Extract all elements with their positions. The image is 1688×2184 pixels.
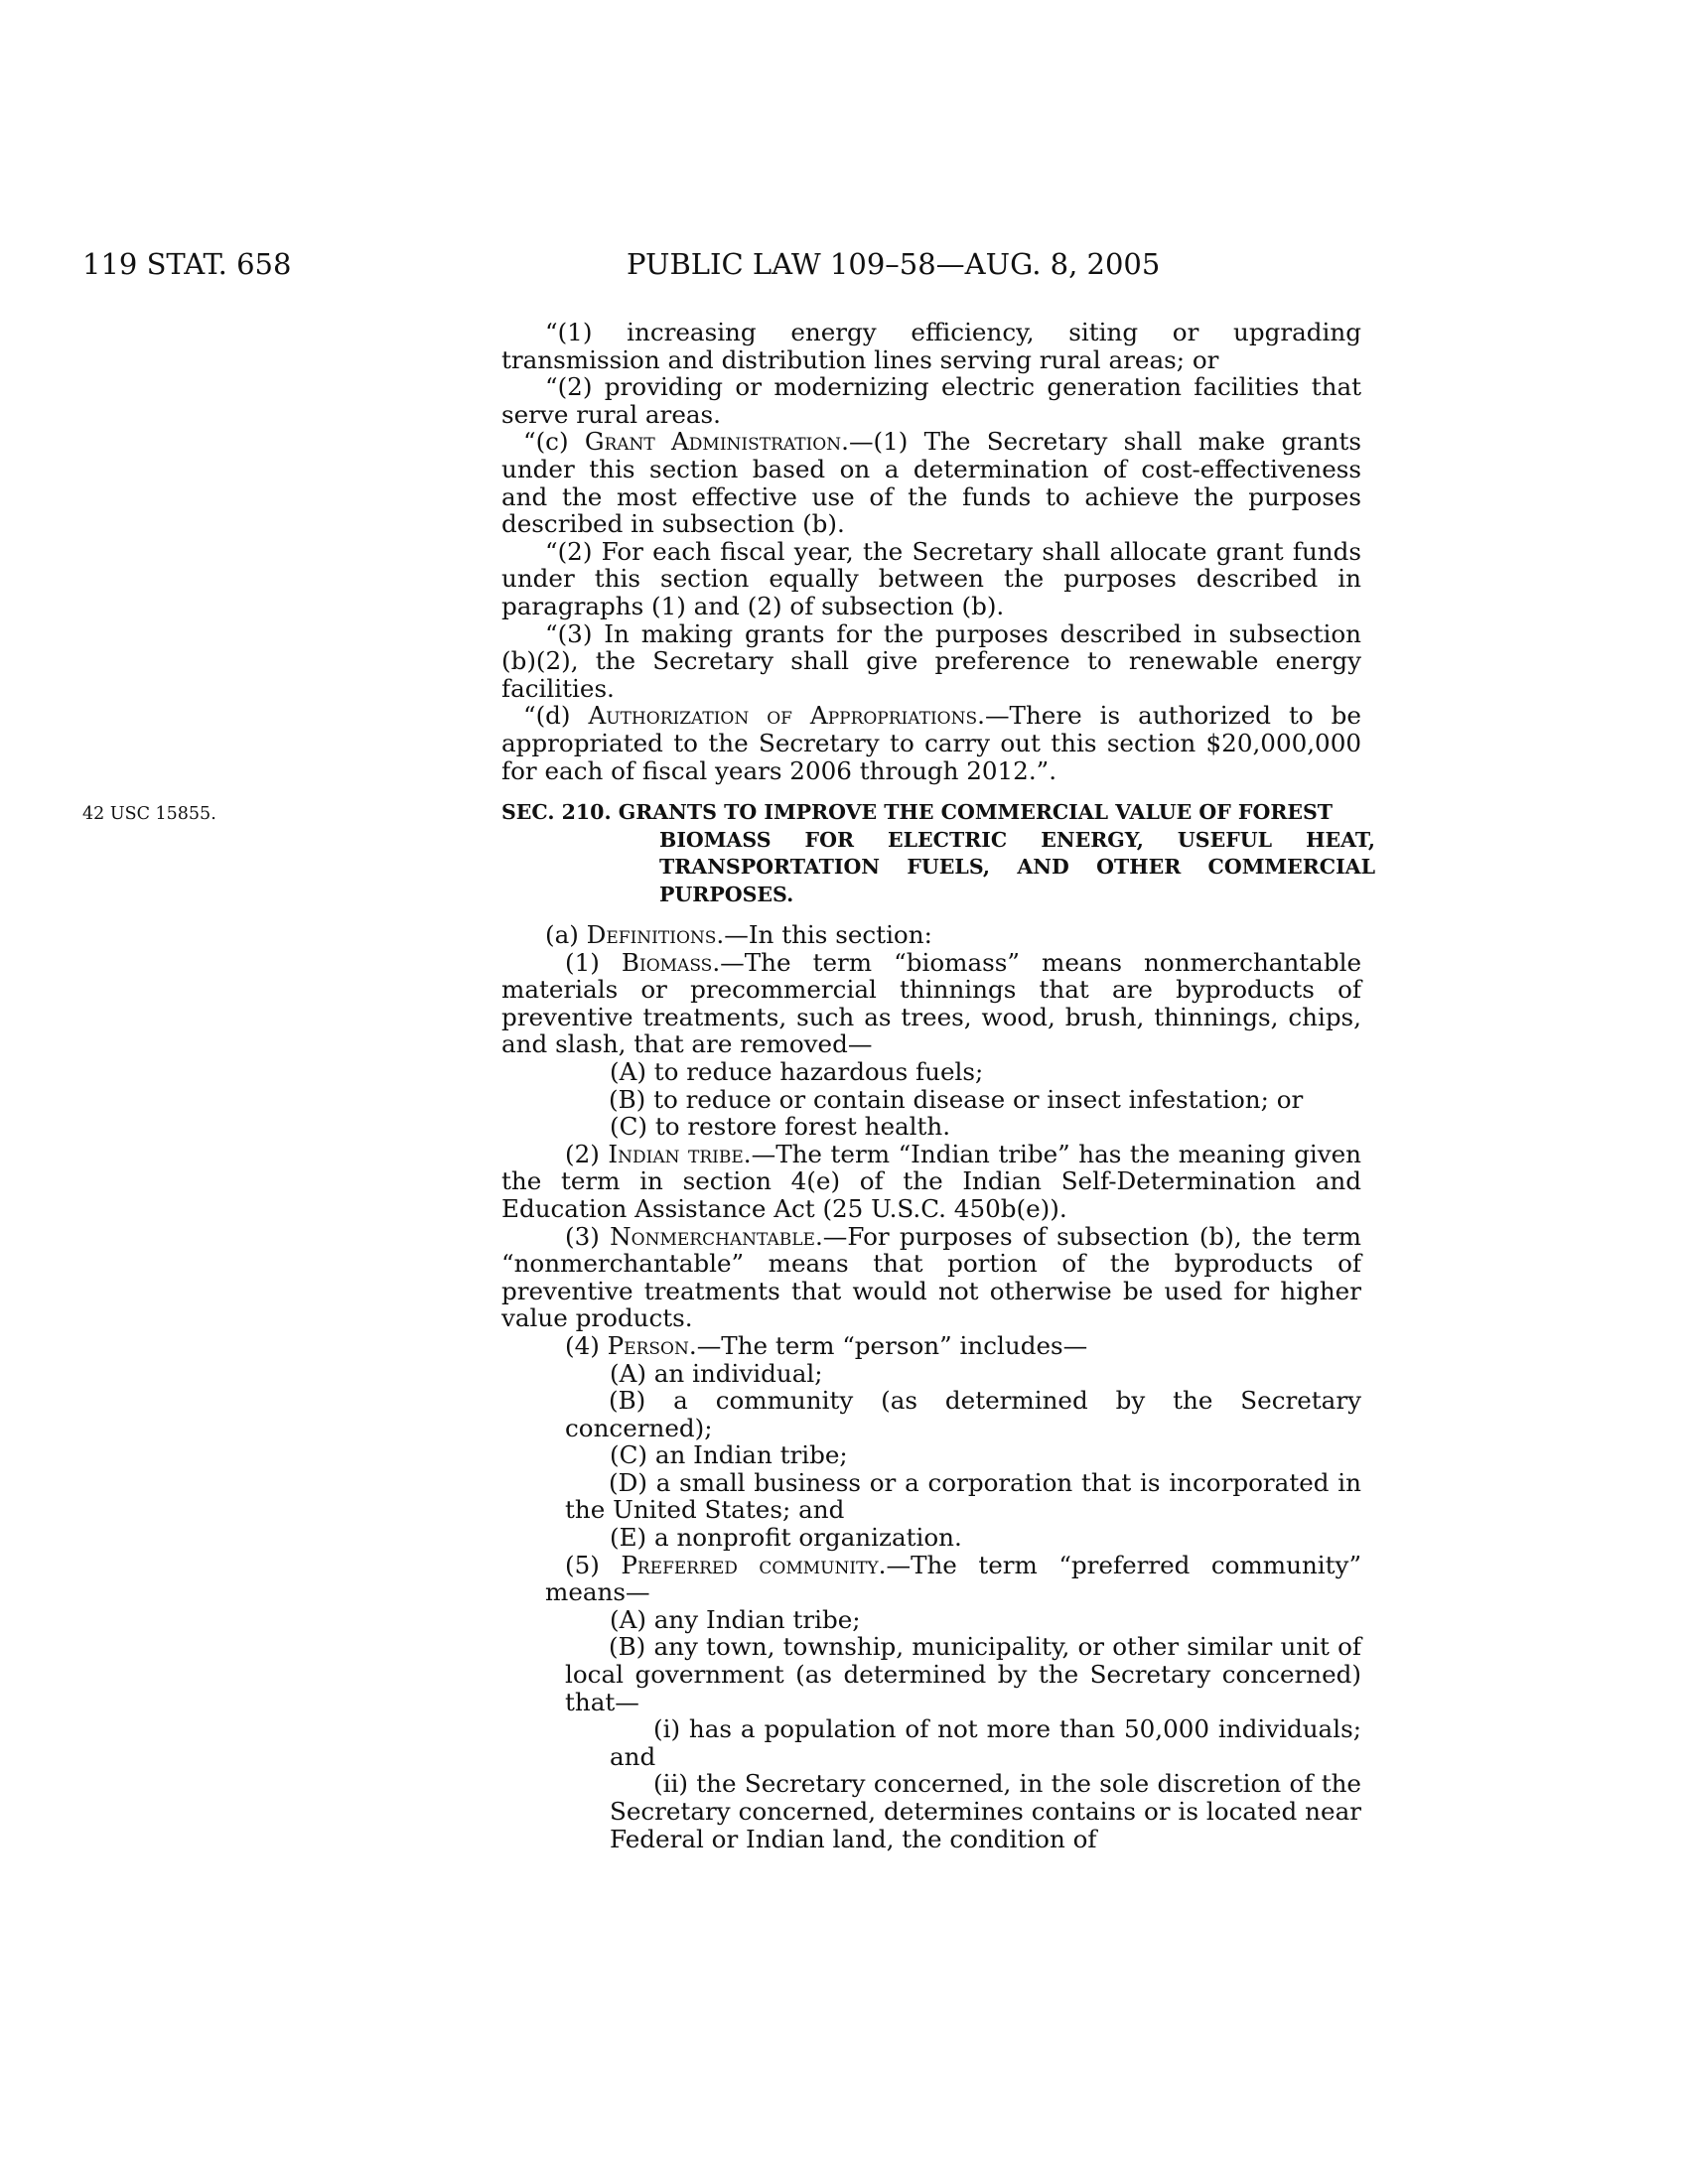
preferred-community-item-b-i: (i) has a population of not more than 50,000 individuals; and [610, 1714, 1361, 1771]
heading-biomass: Biomass [621, 947, 713, 977]
paragraph-c3: “(3) In making grants for the purposes described in subsection (b)(2), the Secretary shall give preference to renewable energy facilities. [501, 618, 1361, 703]
person-item-a: (A) an individual; [610, 1358, 823, 1388]
paragraph-c2: “(2) For each fiscal year, the Secretary shall allocate grant funds under this section equally between the purposes described in paragraphs (1) and (2) of subsection (b). [501, 536, 1361, 620]
paragraph-d: “(d) Authorization of Appropriations.—There is authorized to be appropriated to the Secretary to carry out this section $20,000,000 for each of fiscal years 2006 through 2012.”. [501, 701, 1361, 785]
preferred-community-item-b-ii: (ii) the Secretary concerned, in the sole discretion of the Secretary concerned, determines contains or is located near Federal or Indian land, the condition of [610, 1769, 1361, 1853]
definition-nonmerchantable: (3) Nonmerchantable.—For purposes of subsection (b), the term “nonmerchantable” means that portion of the byproducts of preventive treatments that would not otherwise be used for higher value products. [501, 1221, 1361, 1333]
text-block-section-210 [501, 921, 1361, 1852]
definition-indian-tribe: (2) Indian tribe.—The term “Indian tribe” has the meaning given the term in section 4(e) of the Indian Self-Determination and Education Assistance Act (25 U.S.C. 450b(e)). [501, 1139, 1362, 1223]
heading-nonmerchantable: Nonmerchantable [610, 1221, 815, 1251]
paragraph-b2: “(2) providing or modernizing electric generation facilities that serve rural areas. [501, 372, 1361, 429]
preferred-community-item-b: (B) any town, township, municipality, or other similar unit of local government (as determined by the Secretary concerned) that— [565, 1632, 1361, 1716]
preferred-community-item-a: (A) any Indian tribe; [610, 1604, 861, 1634]
biomass-item-b: (B) to reduce or contain disease or insect infestation; or [609, 1084, 1304, 1114]
paragraph-b1: “(1) increasing energy efficiency, siting or upgrading transmission and distribution lines serving rural areas; or [501, 318, 1361, 374]
margin-citation: 42 USC 15855. [82, 804, 216, 824]
biomass-item-a: (A) to reduce hazardous fuels; [610, 1056, 984, 1086]
person-item-d: (D) a small business or a corporation that is incorporated in the United States; and [565, 1467, 1361, 1525]
heading-person: Person [607, 1330, 689, 1360]
definition-person: (4) Person.—The term “person” includes— [565, 1330, 1088, 1360]
heading-authorization-of-appropriations: Authorization of Appropriations [588, 701, 978, 731]
paragraph-c1: “(c) Grant Administration.—(1) The Secretary shall make grants under this section based on a determination of cost-effectiveness and the most effective use of the funds to achieve the purposes described in subsection (b). [501, 427, 1361, 539]
definition-preferred-community: (5) Preferred community.—The term “preferred community” means— [545, 1550, 1362, 1607]
section-heading-line-1: SEC. 210. GRANTS TO IMPROVE THE COMMERCIAL VALUE OF FOREST [501, 800, 1334, 824]
section-heading [501, 799, 1375, 908]
heading-preferred-community: Preferred community [621, 1550, 879, 1579]
heading-grant-administration: Grant Administration [584, 427, 842, 457]
section-heading-continuation: BIOMASS FOR ELECTRIC ENERGY, USEFUL HEAT, TRANSPORTATION FUELS, AND OTHER COMMERCIAL PURPOSES. [659, 827, 1375, 906]
person-item-e: (E) a nonprofit organization. [610, 1523, 962, 1553]
heading-indian-tribe: Indian tribe [608, 1139, 744, 1168]
definition-biomass: (1) Biomass.—The term “biomass” means nonmerchantable materials or precommercial thinnings that are byproducts of preventive treatments, such as trees, wood, brush, thinnings, chips, and slash, that are removed— [501, 947, 1361, 1059]
person-item-b: (B) a community (as determined by the Secretary concerned); [565, 1386, 1361, 1442]
person-item-c: (C) an Indian tribe; [610, 1440, 848, 1470]
heading-definitions: Definitions [586, 920, 717, 949]
running-header-title: PUBLIC LAW 109–58—AUG. 8, 2005 [627, 247, 1161, 281]
biomass-item-c: (C) to restore forest health. [610, 1112, 951, 1142]
subsection-a: (a) Definitions.—In this section: [545, 920, 932, 949]
text-block-top [501, 319, 1361, 784]
stat-page-number: 119 STAT. 658 [82, 247, 292, 281]
